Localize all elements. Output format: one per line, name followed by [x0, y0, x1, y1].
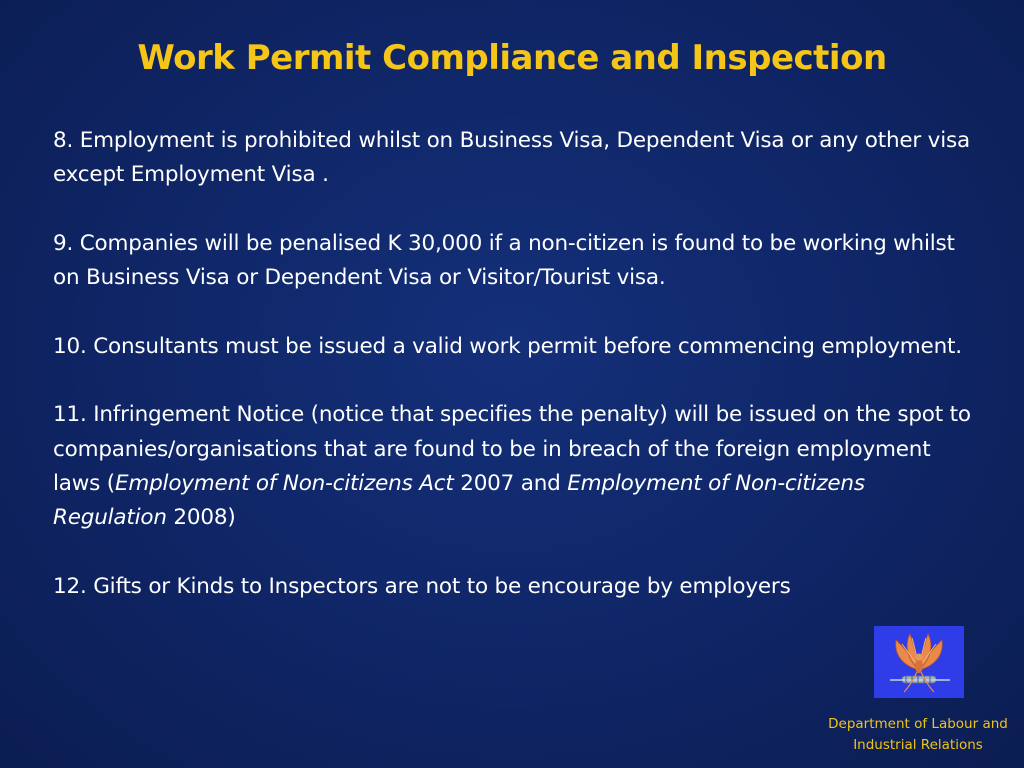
- item-11-text-c: 2008): [166, 505, 236, 531]
- bird-of-paradise-emblem-icon: [874, 626, 964, 698]
- slide-body: [53, 124, 973, 604]
- item-11-regulation: Employment of Non-citizens Regulation: [53, 470, 865, 531]
- item-11: [53, 398, 973, 535]
- item-8: 8. Employment is prohibited whilst on Business Visa, Dependent Visa or any other visa except Employment Visa .: [53, 128, 970, 188]
- department-footer: [820, 714, 1016, 756]
- item-10: 10. Consultants must be issued a valid work permit before commencing employment.: [53, 333, 962, 359]
- department-line-2: Industrial Relations: [853, 737, 983, 753]
- slide-title: Work Permit Compliance and Inspection: [137, 38, 887, 78]
- item-11-act: Employment of Non-citizens Act: [114, 470, 454, 496]
- item-12: 12. Gifts or Kinds to Inspectors are not to be encourage by employers: [53, 573, 791, 599]
- item-11-text-a: 11. Infringement Notice (notice that specifies the penalty) will be issued on the spot to companies/organisations that are found to be in breach of the foreign employment laws (: [53, 402, 971, 496]
- item-9: 9. Companies will be penalised K 30,000 if a non-citizen is found to be working whilst on Business Visa or Dependent Visa or Visitor/Tourist visa.: [53, 230, 955, 291]
- department-line-1: Department of Labour and: [828, 716, 1008, 732]
- item-11-text-b: 2007 and: [453, 470, 568, 496]
